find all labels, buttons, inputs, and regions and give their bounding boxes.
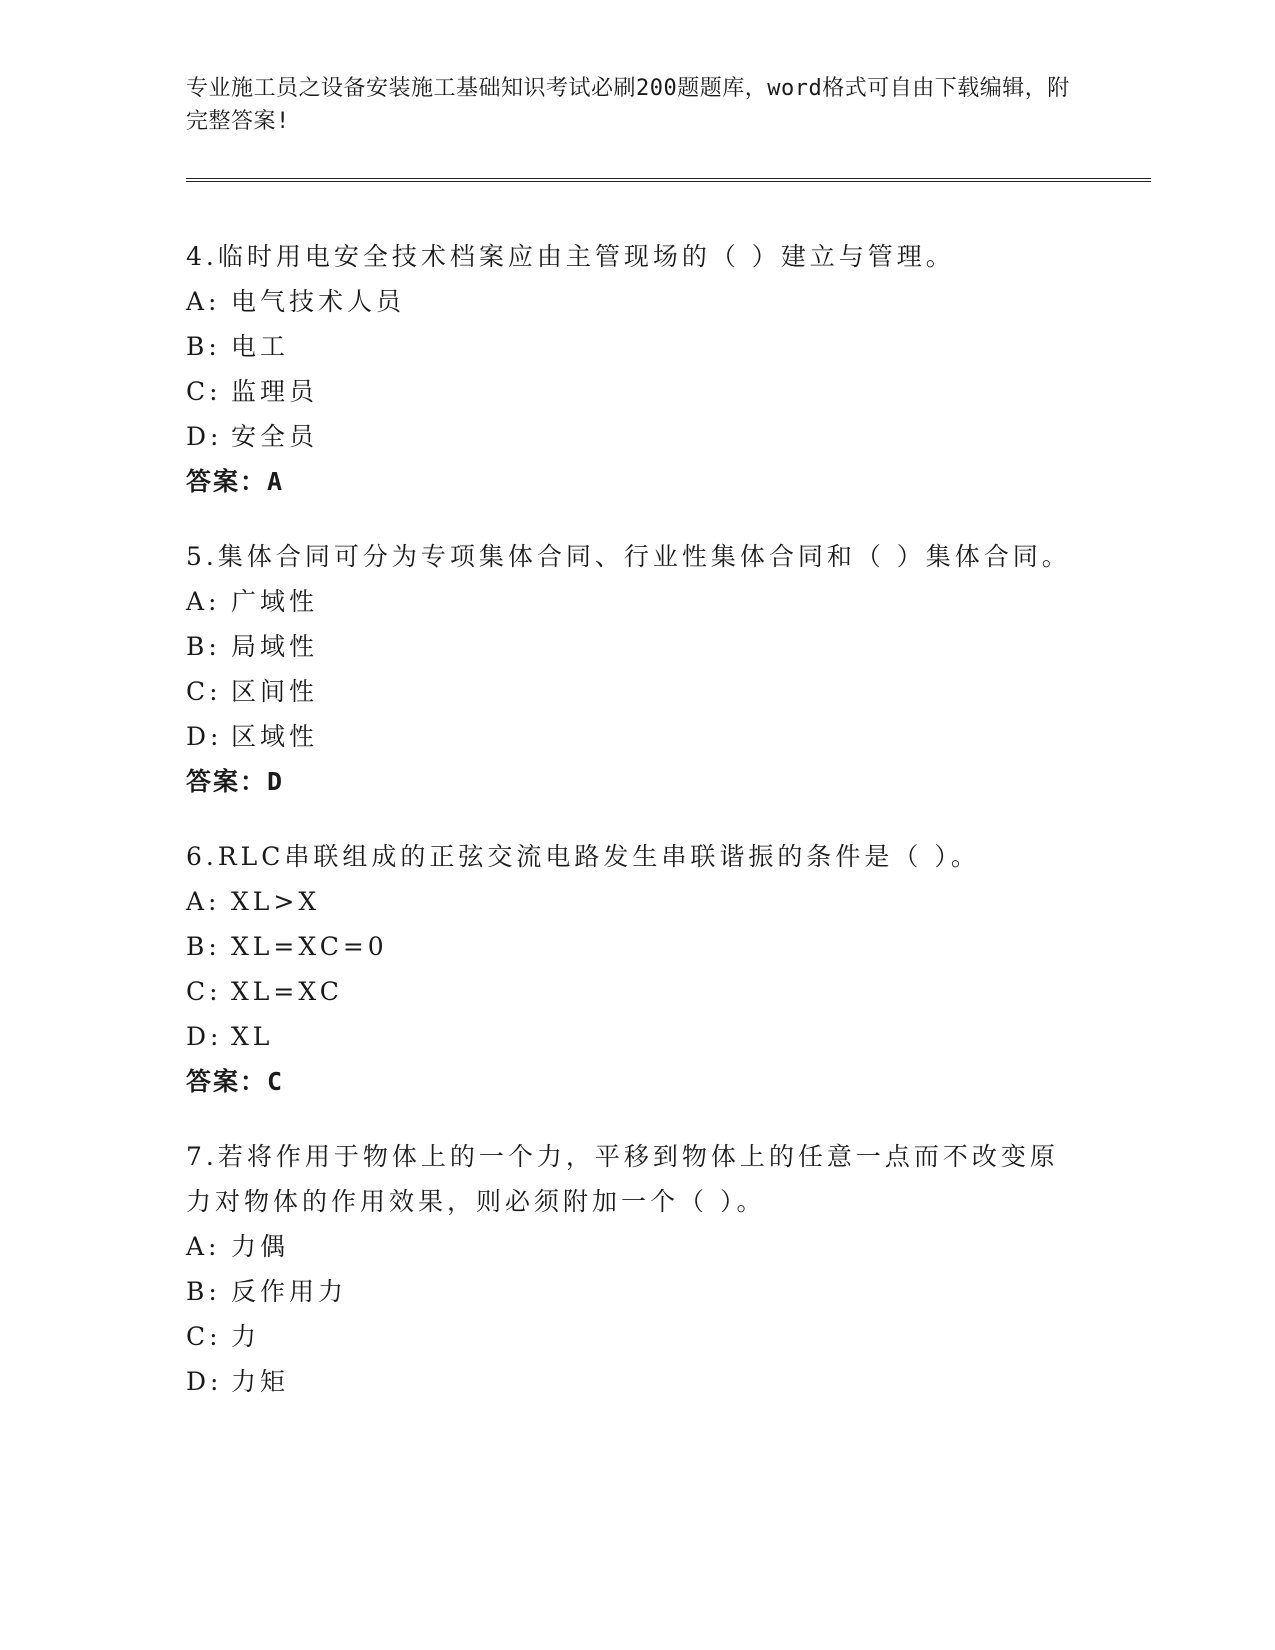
option-text: 广域性 — [231, 587, 319, 616]
option-text: 电气技术人员 — [231, 287, 406, 316]
option-text: XL=XC=0 — [231, 932, 388, 961]
option-a — [186, 879, 1086, 924]
option-text: XL>X — [231, 887, 321, 916]
option-text: 区域性 — [231, 722, 319, 751]
option-a — [186, 279, 1086, 324]
option-text: 局域性 — [231, 632, 319, 661]
option-c — [186, 969, 1086, 1014]
header-divider — [186, 178, 1151, 182]
answer-line: 答案：C — [186, 1067, 285, 1096]
option-key: A: — [186, 587, 221, 616]
option-key: A: — [186, 287, 221, 316]
option-key: A: — [186, 887, 221, 916]
option-text: 电工 — [231, 332, 290, 361]
option-b — [186, 624, 1086, 669]
document-header — [186, 72, 1086, 138]
question-6 — [186, 834, 1086, 1104]
question-stem: 5.集体合同可分为专项集体合同、行业性集体合同和（ ）集体合同。 — [186, 542, 1071, 571]
option-c — [186, 369, 1086, 414]
option-a — [186, 579, 1086, 624]
option-text: 区间性 — [231, 677, 319, 706]
option-key: B: — [186, 1277, 221, 1306]
question-list — [186, 234, 1086, 1434]
option-key: B: — [186, 932, 221, 961]
option-a — [186, 1224, 1086, 1269]
option-c — [186, 669, 1086, 714]
option-text: 安全员 — [231, 422, 319, 451]
option-text: 监理员 — [231, 377, 319, 406]
option-key: C: — [186, 677, 222, 706]
option-key: A: — [186, 1232, 221, 1261]
option-text: 力矩 — [231, 1367, 290, 1396]
option-text: 力 — [231, 1322, 261, 1351]
option-key: D: — [186, 1367, 223, 1396]
option-b — [186, 324, 1086, 369]
option-key: D: — [186, 1022, 223, 1051]
option-text: XL — [231, 1022, 274, 1051]
option-d — [186, 714, 1086, 759]
option-key: D: — [186, 422, 223, 451]
option-d — [186, 1359, 1086, 1404]
question-5 — [186, 534, 1086, 804]
question-stem: 7.若将作用于物体上的一个力，平移到物体上的任意一点而不改变原力对物体的作用效果，则必须附加一个（ ）。 — [186, 1142, 1059, 1216]
option-key: C: — [186, 1322, 222, 1351]
option-key: D: — [186, 722, 223, 751]
option-c — [186, 1314, 1086, 1359]
document-title: 专业施工员之设备安装施工基础知识考试必刷200题题库，word格式可自由下载编辑，附完整答案! — [186, 76, 1070, 134]
option-d — [186, 1014, 1086, 1059]
option-b — [186, 924, 1086, 969]
answer-line: 答案：A — [186, 467, 285, 496]
option-key: B: — [186, 332, 221, 361]
answer-line: 答案：D — [186, 767, 285, 796]
option-text: 反作用力 — [231, 1277, 348, 1306]
option-text: XL=XC — [231, 977, 343, 1006]
option-key: C: — [186, 377, 222, 406]
question-stem: 6.RLC串联组成的正弦交流电路发生串联谐振的条件是（ ）。 — [186, 842, 980, 871]
question-stem: 4.临时用电安全技术档案应由主管现场的（ ）建立与管理。 — [186, 242, 955, 271]
option-key: C: — [186, 977, 222, 1006]
option-b — [186, 1269, 1086, 1314]
option-text: 力偶 — [231, 1232, 290, 1261]
question-7 — [186, 1134, 1086, 1404]
option-key: B: — [186, 632, 221, 661]
question-4 — [186, 234, 1086, 504]
option-d — [186, 414, 1086, 459]
